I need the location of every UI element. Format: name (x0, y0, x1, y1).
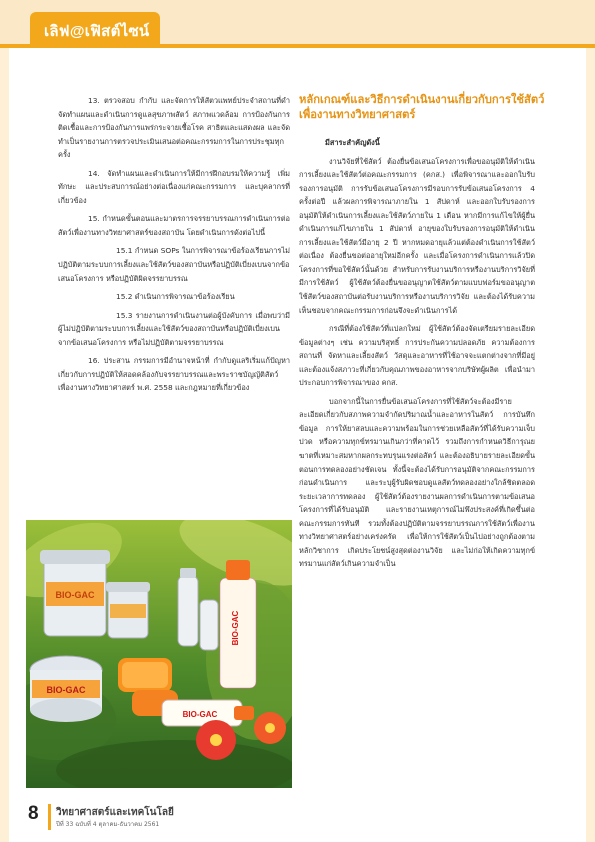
tube-label: BIO-GAC (182, 710, 218, 719)
right-column (299, 136, 535, 571)
section-label: เลิฟ@เฟิสต์ไซน์ (30, 12, 160, 44)
issue-info: ปีที่ 33 ฉบับที่ 4 ตุลาคม-ธันวาคม 2561 (56, 821, 160, 828)
header-rule (0, 44, 595, 48)
paragraph: 13. ตรวจสอบ กำกับ และจัดการให้สัตวแพทย์ประจำสถานที่ดำ จัดทำแผนและดำเนินการดูแลสุขภาพสัตว์ สภาพแวดล้อม การป้องกันการติดเชื้อและการป้องกันการแพร่กระจายเชื้อโรค สาธิตและแสดงผล และจัดทำเป็นรายงานการตรวจประเมินเสนอต่อคณะกรรมการในการประชุมทุกครั้ง (58, 96, 290, 160)
paragraph: 15.2 ดำเนินการพิจารณาข้อร้องเรียน (116, 292, 235, 302)
paragraph: บอกจากนี้ในการยื่นข้อเสนอโครงการที่ใช้สัตว์จะต้องมีรายละเอียดเกี่ยวกับสภาพความจำกัดปริมาณน้ำและอาหารในสัตว์ การบันทึกข้อมูล การให้ยาสลบและความพร้อมในการช่วยเหลือสัตว์ที่ได้รับความเจ็บปวด หรือความทุกข์ทรมานเกินกว่าที่คาดไว้ รวมถึงการกำหนดวิธีการุณยฆาตที่เหมาะสมหากผลกระทบรุนแรงต่อสัตว์ และต้องอธิบายรายละเอียดขั้นตอนการทดลองอย่างชัดเจน ทั้งนี้จะต้องได้รับการอนุมัติจากคณะกรรมการก่อนดำเนินการ และระบุผู้รับผิดชอบดูแลสัตว์ทดลองอย่างใกล้ชิดตลอดระยะเวลาการทดลอง ผู้ใช้สัตว์ต้องรายงานผลการดำเนินการตามข้อเสนอโครงการที่ได้รับอนุมัติ และรายงานเหตุการณ์ไม่พึงประสงค์ที่เกิดขึ้นต่อคณะกรรมการทันที รวมทั้งต้องปฏิบัติตามจรรยาบรรณการใช้สัตว์เพื่องานทางวิทยาศาสตร์อย่างเคร่งครัด เพื่อให้การใช้สัตว์เป็นไปอย่างถูกต้องตามหลักวิชาการ เกิดประโยชน์สูงสุดต่องานวิจัย และไม่ก่อให้เกิดความทุกข์ทรมานแก่สัตว์เกินความจำเป็น (299, 396, 535, 569)
right-margin-band (586, 48, 595, 842)
publication-title: วิทยาศาสตร์และเทคโนโลยี (56, 807, 174, 818)
footer-divider (48, 804, 51, 830)
jar-label: BIO-GAC (55, 590, 95, 600)
left-column (58, 94, 290, 395)
paragraph: 16. ประสาน กรรมการมีอำนาจหน้าที่ กำกับดูแลริเริ่มแก้ปัญหาเกี่ยวกับการปฏิบัติให้สอดคล้องกับจรรยาบรรณและพระราชบัญญัติสัตว์เพื่องานทางวิทยาศาสตร์ พ.ศ. 2558 และกฎหมายที่เกี่ยวข้อง (58, 356, 290, 393)
page-number: 8 (28, 803, 39, 824)
jar-label: BIO-GAC (46, 685, 86, 695)
paragraph: กรณีที่ต้องใช้สัตว์ที่แปลกใหม่ ผู้ใช้สัตว์ต้องจัดเตรียมรายละเอียดข้อมูลต่างๆ เช่น ความบริสุทธิ์ การประกันความปลอดภัย ความต้องการ สถานที่ จัดหาและเลี้ยงสัตว์ วัสดุและอาหารที่ใช้อาจจะแตกต่างจากที่มีอยู่ และต้องแจ้งสภาวะที่เกี่ยวกับคุณภาพของอาหารจากบริษัทผู้ผลิต เพื่อนำมาประกอบการพิจารณาของ คกส. (299, 324, 535, 388)
product-illustration (26, 520, 292, 788)
product-photo (26, 520, 292, 788)
paragraph: 14. จัดทำแผนและดำเนินการให้มีการฝึกอบรมให้ความรู้ เพิ่มทักษะ และประสบการณ์อย่างต่อเนื่องแก่คณะกรรมการ และบุคลากรที่เกี่ยวข้อง (58, 168, 290, 205)
subhead: มีสาระสำคัญดังนี้ (325, 138, 380, 147)
article-title: หลักเกณฑ์และวิธีการดำเนินงานเกี่ยวกับการใช้สัตว์เพื่องานทางวิทยาศาสตร์ (299, 94, 545, 121)
paragraph: 15.1 กำหนด SOPs ในการพิจารณาข้อร้องเรียนการไม่ปฏิบัติตามระบบการเลี้ยงและใช้สัตว์ของสถาบันหรือปฏิบัติเบี่ยงเบนจากข้อเสนอโครงการ หรือปฏิบัติผิดจรรยาบรรณ (58, 246, 290, 283)
paragraph: 15. กำหนดขั้นตอนและมาตรการจรรยาบรรณการดำเนินการต่อสัตว์เพื่องานทางวิทยาศาสตร์ของสถาบัน โดยดำเนินการดังต่อไปนี้ (58, 214, 290, 237)
left-margin-band (0, 48, 9, 842)
paragraph: งานวิจัยที่ใช้สัตว์ ต้องยื่นข้อเสนอโครงการเพื่อขออนุมัติให้ดำเนินการเลี้ยงและใช้สัตว์ต่อคณะกรรมการ (คกส.) เพื่อพิจารณาและออกใบรับรองการอนุมัติ การรับข้อเสนอโครงการมีรอบการรับข้อเสนอโครงการ 4 ครั้งต่อปี แล้วผลการพิจารณาภายใน 1 สัปดาห์ และออกใบรับรองการอนุมัติให้ดำเนินการเลี้ยงและใช้สัตว์ภายใน 1 เดือน หากมีการแก้ไขให้ผู้ยื่นดำเนินการแก้ไขภายใน 1 สัปดาห์ อายุของใบรับรองการอนุมัติให้ดำเนินการเลี้ยงและใช้สัตว์มีอายุ 2 ปี หากหมดอายุแล้วแต่ต้องดำเนินการใช้สัตว์ต่อเนื่อง ต้องยื่นขอต่ออายุใหม่อีกครั้ง และเมื่อโครงการดำเนินการแล้วปิดโครงการที่ขอใช้สัตว์นั้นด้วย สำหรับการรับงานบริการหรืองานบริการวิจัยที่มีการใช้สัตว์ ผู้ใช้สัตว์ต้องยื่นขออนุญาตใช้สัตว์ตามแบบฟอร์มขออนุญาตใช้สัตว์ของสถาบันต่อรับงานบริการหรืองานบริการวิจัย และต้องได้รับความเห็นชอบจากคณะกรรมการก่อนจึงจะดำเนินการได้ (299, 156, 535, 315)
tube-label: BIO-GAC (231, 610, 240, 646)
paragraph: 15.3 รายงานการดำเนินงานต่อผู้บังคับการ เมื่อพบว่ามีผู้ไม่ปฏิบัติตามระบบการเลี้ยงและใช้สัตว์ของสถาบันหรือปฏิบัติเบี่ยงเบนจากข้อเสนอโครงการ หรือไม่ปฏิบัติตามจรรยาบรรณ (58, 310, 290, 347)
